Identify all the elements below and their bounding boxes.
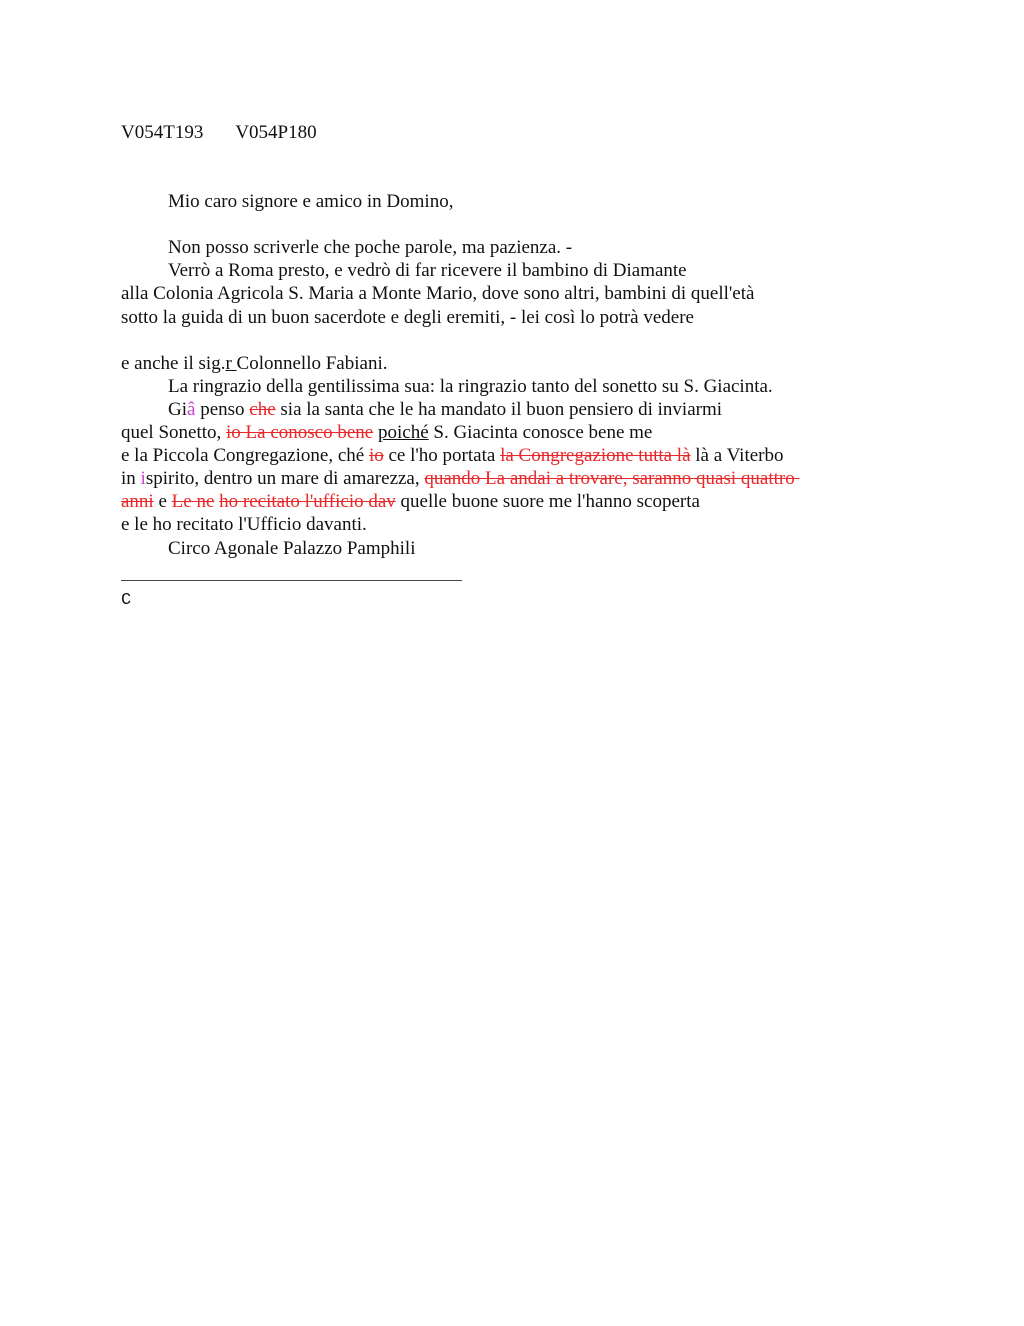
footnote-divider — [121, 580, 462, 581]
text-segment: e la Piccola Congregazione, ché — [121, 445, 369, 466]
text-segment: sia la santa che le ha mandato il buon pensiero di inviarmi — [275, 399, 723, 420]
deleted-text: che — [249, 399, 276, 420]
text-line — [121, 421, 652, 444]
text-segment: e — [153, 491, 172, 512]
text-line: La ringrazio della gentilissima sua: la ringrazio tanto del sonetto su S. Giacinta. — [168, 376, 773, 397]
text-segment: là a Viterbo — [690, 445, 784, 466]
text-line — [121, 467, 800, 490]
inserted-text: â — [187, 399, 196, 420]
deleted-text: anni — [121, 491, 154, 512]
text-segment: Gi — [168, 399, 187, 420]
text-segment: S. Giacinta conosce bene me — [428, 422, 653, 443]
deleted-text: Le ne — [171, 491, 215, 512]
deleted-text: la Congregazione tutta là — [500, 445, 691, 466]
text-line: sotto la guida di un buon sacerdote e degli eremiti, - lei così lo potrà vedere — [121, 307, 694, 328]
footnote-mark: C — [121, 591, 132, 610]
text-segment: in — [121, 468, 141, 489]
deleted-text: quando La andai a trovare, saranno quasi quattro — [424, 468, 800, 489]
text-line: alla Colonia Agricola S. Maria a Monte Mario, dove sono altri, bambini di quell'età — [121, 283, 755, 304]
place-line: Circo Agonale Palazzo Pamphili — [168, 538, 416, 559]
inserted-text: i — [140, 468, 146, 489]
doc-id: V054T193 — [121, 122, 204, 143]
text-line — [121, 352, 387, 375]
underlined-text: poiché — [377, 422, 429, 443]
deleted-text: ho recitato l'ufficio dav — [219, 491, 396, 512]
text-segment: e anche il sig. — [121, 353, 226, 374]
text-segment: quel Sonetto, — [121, 422, 227, 443]
text-segment: quelle buone suore me l'hanno scoperta — [395, 491, 700, 512]
text-line — [121, 490, 700, 513]
underlined-text: r — [225, 353, 237, 374]
text-line — [121, 444, 783, 467]
text-line: Non posso scriverle che poche parole, ma pazienza. - — [168, 237, 573, 258]
text-line: Verrò a Roma presto, e vedrò di far ricevere il bambino di Diamante — [168, 260, 687, 281]
header-ids — [121, 121, 317, 144]
text-segment: penso — [195, 399, 250, 420]
text-segment: Colonnello Fabiani. — [236, 353, 388, 374]
text-line: e le ho recitato l'Ufficio davanti. — [121, 514, 367, 535]
deleted-text: io La conosco bene — [226, 422, 374, 443]
text-segment: spirito, dentro un mare di amarezza, — [145, 468, 425, 489]
page-id: V054P180 — [235, 122, 317, 143]
text-segment: ce l'ho portata — [383, 445, 501, 466]
salutation: Mio caro signore e amico in Domino, — [168, 191, 454, 212]
deleted-text: io — [368, 445, 384, 466]
text-line — [168, 398, 722, 421]
